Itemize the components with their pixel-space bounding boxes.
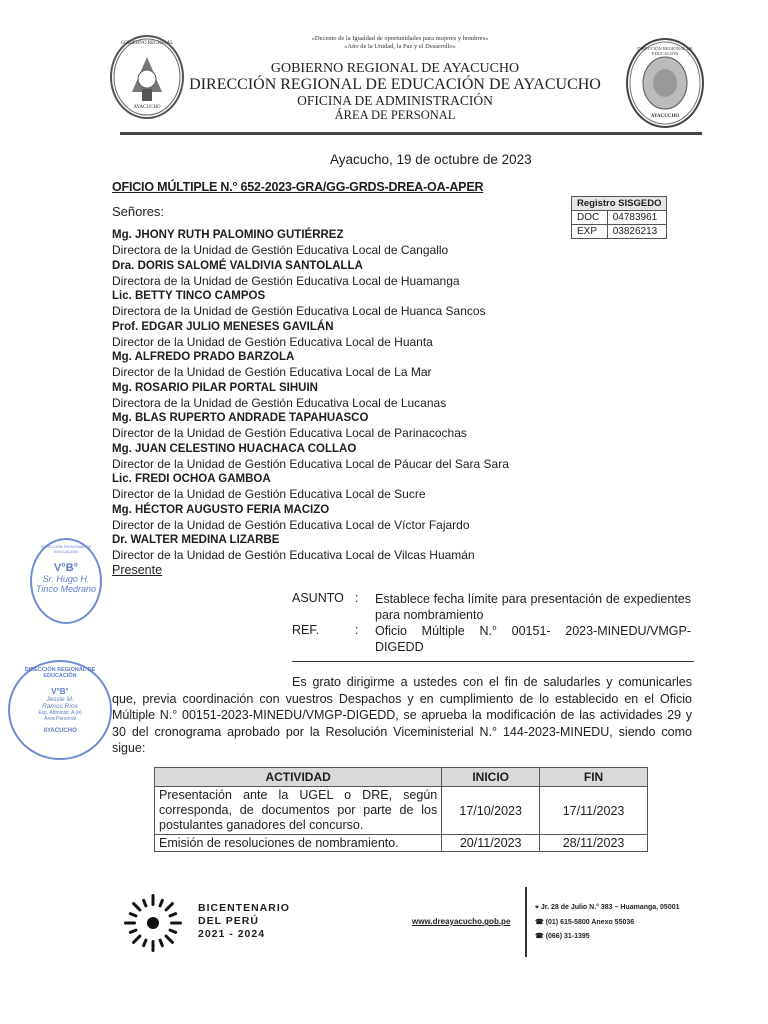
- recipient-role: Directora de la Unidad de Gestión Educativa Local de Lucanas: [112, 395, 447, 410]
- recipient-entry: [112, 533, 582, 563]
- recipient-role: Directora de la Unidad de Gestión Educativa Local de Cangallo: [112, 243, 449, 257]
- stamp-1-ring-text: DIRECCIÓN REGIONAL DE EDUCACIÓN: [40, 544, 92, 554]
- recipient-role: Director de la Unidad de Gestión Educativa Local de Vilcas Huamán: [112, 548, 475, 562]
- column-header-fin: FIN: [540, 768, 648, 787]
- recipient-entry: [112, 381, 582, 411]
- header-line-1: GOBIERNO REGIONAL DE AYACUCHO: [270, 61, 520, 76]
- right-logo-bottom-text: AYACUCHO: [650, 114, 680, 119]
- stamp-2-ring-top: DIRECCIÓN REGIONAL DE EDUCACIÓN: [24, 667, 96, 679]
- column-header-actividad: ACTIVIDAD: [155, 768, 442, 787]
- end-date-cell: 28/11/2023: [540, 835, 648, 852]
- recipient-name: Mg. JUAN CELESTINO HUACHACA COLLAO: [112, 442, 357, 455]
- phone-1-text: (01) 615-5800 Anexo 55036: [545, 919, 635, 926]
- footer-phone-2: [535, 932, 590, 940]
- phone-icon: ☎: [535, 919, 544, 926]
- document-date: Ayacucho, 19 de octubre de 2023: [330, 152, 532, 167]
- footer-divider: [525, 887, 527, 957]
- recipient-role: Director de la Unidad de Gestión Educativa Local de Víctor Fajardo: [112, 517, 470, 532]
- stamp-2-name: Jessie M.: [46, 696, 74, 703]
- stamp-1-vb: V°B°: [53, 562, 79, 574]
- recipient-name: Mg. ROSARIO PILAR PORTAL SIHUIN: [112, 381, 318, 394]
- recipient-role: Director de la Unidad de Gestión Educativa Local de La Mar: [112, 365, 432, 379]
- column-header-inicio: INICIO: [442, 768, 540, 787]
- right-logo-top-text: DIRECCIÓN REGIONAL DE EDUCACIÓN: [637, 46, 693, 56]
- table-row: [155, 835, 648, 852]
- stamp-2-position: Esp. Administ. A (e): [38, 710, 82, 716]
- bicentenario-text: [198, 902, 290, 941]
- recipient-role: Directora de la Unidad de Gestión Educativa Local de Huamanga: [112, 273, 460, 288]
- activity-cell: Emisión de resoluciones de nombramiento.: [155, 835, 442, 852]
- sisgedo-exp-label: EXP: [572, 225, 608, 239]
- presente-label: Presente: [112, 563, 163, 577]
- end-date-cell: 17/11/2023: [540, 787, 648, 835]
- stamp-1-name: Sr. Hugo H.: [42, 574, 90, 584]
- recipient-role: Director de la Unidad de Gestión Educativa Local de Páucar del Sara Sara: [112, 456, 509, 471]
- footer-phone-1: [535, 918, 634, 926]
- recipient-entry: [112, 350, 582, 380]
- bicentenario-line-1: BICENTENARIO: [198, 902, 290, 914]
- phone-icon: ☎: [535, 933, 544, 940]
- sisgedo-doc-value: 04783961: [607, 211, 667, 225]
- vb-stamp-2: [8, 660, 112, 760]
- recipient-entry: [112, 320, 582, 350]
- bicentenario-line-2: DEL PERÚ: [198, 915, 259, 927]
- asunto-colon: :: [355, 591, 359, 605]
- oficio-number: OFICIO MÚLTIPLE N.° 652-2023-GRA/GG-GRDS-DREA-OA-APER: [112, 180, 484, 194]
- recipient-name: Mg. ALFREDO PRADO BARZOLA: [112, 351, 295, 363]
- sisgedo-doc-label: DOC: [572, 211, 608, 225]
- bicentenario-line-3: 2021 - 2024: [198, 928, 266, 940]
- recipient-entry: [112, 442, 582, 472]
- website-link[interactable]: www.dreayacucho.gob.pe: [412, 917, 511, 926]
- recipient-name: Dr. WALTER MEDINA LIZARBE: [112, 534, 280, 546]
- activity-cell: Presentación ante la UGEL o DRE, según corresponda, de documentos por parte de los postulantes ganadores del concurso.: [155, 787, 442, 835]
- recipient-name: Dra. DORIS SALOMÉ VALDIVIA SANTOLALLA: [112, 259, 363, 272]
- recipient-name: Lic. FREDI OCHOA GAMBOA: [112, 473, 271, 485]
- recipient-name: Prof. EDGAR JULIO MENESES GAVILÁN: [112, 320, 334, 333]
- recipient-name: Mg. JHONY RUTH PALOMINO GUTIÉRREZ: [112, 229, 344, 241]
- vb-stamp-1: [30, 538, 102, 624]
- recipient-entry: [112, 259, 582, 289]
- address-text: Jr. 28 de Julio N.° 383 – Huamanga, 05001: [540, 904, 680, 911]
- stamp-1-surname: Tinco Medrano: [36, 584, 96, 594]
- ref-text: Oficio Múltiple N.° 00151- 2023-MINEDU/VMGP-DIGEDD: [375, 624, 691, 654]
- header-line-3: OFICINA DE ADMINISTRACIÓN: [297, 93, 493, 108]
- stamp-2-vb: V°B°: [51, 687, 69, 696]
- table-header-row: [155, 768, 648, 787]
- phone-2-text: (066) 31-1395: [545, 933, 590, 940]
- direccion-regional-educacion-seal: [626, 38, 704, 128]
- ref-label: REF.: [292, 623, 320, 637]
- recipient-name: Lic. BETTY TINCO CAMPOS: [112, 290, 266, 302]
- sisgedo-registry-box: [571, 196, 667, 239]
- recipient-entry: [112, 472, 582, 502]
- asunto-label: ASUNTO: [292, 591, 344, 605]
- location-pin-icon: ⌖: [535, 904, 539, 911]
- start-date-cell: 20/11/2023: [442, 835, 540, 852]
- activities-table: [154, 767, 648, 852]
- sisgedo-row: [572, 225, 667, 239]
- stamp-2-surname: Ramos Ríos: [42, 703, 78, 710]
- asunto-text: Establece fecha límite para presentación de expedientes para nombramiento: [375, 592, 691, 622]
- left-logo-bottom-text: AYACUCHO: [133, 105, 161, 110]
- recipient-role: Director de la Unidad de Gestión Educativa Local de Huanta: [112, 334, 433, 349]
- stamp-2-ring-bottom: AYACUCHO: [43, 728, 77, 734]
- header-line-4: ÁREA DE PERSONAL: [334, 108, 456, 122]
- salutation: Señores:: [112, 204, 165, 219]
- recipient-role: Director de la Unidad de Gestión Educativa Local de Parinacochas: [112, 426, 467, 440]
- recipient-name: Mg. BLAS RUPERTO ANDRADE TAPAHUASCO: [112, 412, 369, 424]
- motto-line-1: «Decenio de la Igualdad de oportunidades para mujeres y hombres»: [311, 35, 489, 42]
- bicentenario-sun-icon: [118, 888, 188, 958]
- sisgedo-exp-value: 03826213: [607, 225, 667, 239]
- recipient-entry: [112, 228, 582, 258]
- recipient-entry: [112, 289, 582, 319]
- recipient-name: Mg. HÉCTOR AUGUSTO FERIA MACIZO: [112, 503, 330, 516]
- start-date-cell: 17/10/2023: [442, 787, 540, 835]
- recipient-entry: [112, 411, 582, 441]
- header-line-2: DIRECCIÓN REGIONAL DE EDUCACIÓN DE AYACUCHO: [189, 76, 601, 93]
- stamp-2-area: Área Personal: [44, 716, 76, 722]
- recipient-role: Director de la Unidad de Gestión Educativa Local de Sucre: [112, 487, 426, 501]
- table-row: [155, 787, 648, 835]
- recipient-role: Directora de la Unidad de Gestión Educativa Local de Huanca Sancos: [112, 304, 486, 318]
- subject-divider: [292, 661, 694, 662]
- body-paragraph: Es grato dirigirme a ustedes con el fin de saludarles y comunicarles que, previa coordinación con vuestros Despachos y en cumplimiento de lo establecido en el Oficio Múltiple N.° 00151-2023-MINEDU/VMGP-DIGEDD, se aprueba la modificación de las actividades 29 y 30 del cronograma aprobado por la Resolución Viceministerial N.° 144-2023-MINEDU, siendo como sigue:: [112, 675, 692, 755]
- left-logo-top-text: GOBIERNO REGIONAL: [120, 41, 174, 46]
- header-divider: [120, 132, 702, 135]
- sisgedo-row: [572, 211, 667, 225]
- ref-colon: :: [355, 623, 359, 637]
- sisgedo-title: Registro SISGEDO: [572, 197, 667, 211]
- motto-line-2: «Año de la Unidad, la Paz y el Desarrollo»: [344, 43, 456, 50]
- footer-address: [535, 904, 680, 912]
- recipient-entry: [112, 503, 582, 533]
